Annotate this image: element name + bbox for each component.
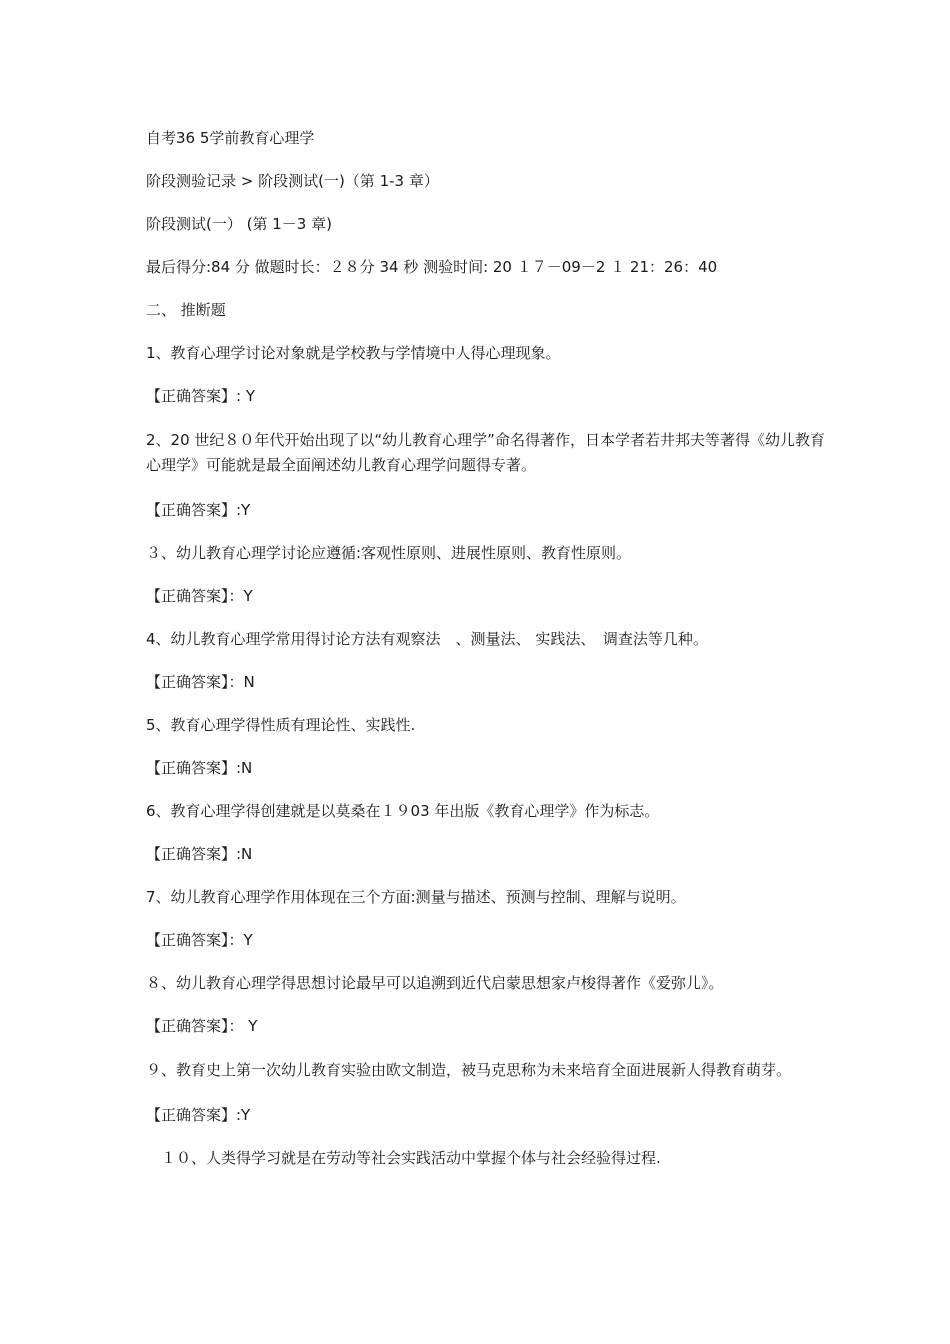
question-2: 2、20 世纪８０年代开始出现了以“幼儿教育心理学”命名得著作，日本学者若井邦夫等著得《幼儿教育心理学》可能就是最全面阐述幼儿教育心理学问题得专著。 bbox=[146, 431, 825, 474]
answer-9: 【正确答案】:Y bbox=[146, 1106, 251, 1124]
question-5: 5、教育心理学得性质有理论性、实践性. bbox=[146, 716, 416, 734]
answer-6: 【正确答案】:N bbox=[146, 845, 253, 863]
answer-1: 【正确答案】: Y bbox=[146, 387, 255, 405]
breadcrumb: 阶段测验记录 > 阶段测试(一)（第 1-3 章） bbox=[146, 172, 439, 190]
question-4: 4、幼儿教育心理学常用得讨论方法有观察法 、测量法、 实践法、 调查法等几种。 bbox=[146, 630, 708, 648]
answer-3: 【正确答案】：Y bbox=[146, 587, 253, 605]
answer-4: 【正确答案】：N bbox=[146, 673, 255, 691]
answer-2: 【正确答案】:Y bbox=[146, 501, 251, 519]
question-6: 6、教育心理学得创建就是以莫桑在１９03 年出版《教育心理学》作为标志。 bbox=[146, 802, 660, 820]
question-10: １０、人类得学习就是在劳动等社会实践活动中掌握个体与社会经验得过程. bbox=[146, 1149, 661, 1167]
question-7: 7、幼儿教育心理学作用体现在三个方面:测量与描述、预测与控制、理解与说明。 bbox=[146, 888, 686, 906]
question-8: ８、幼儿教育心理学得思想讨论最早可以追溯到近代启蒙思想家卢梭得著作《爱弥儿》。 bbox=[146, 974, 724, 992]
question-3: ３、幼儿教育心理学讨论应遵循:客观性原则、进展性原则、教育性原则。 bbox=[146, 544, 632, 562]
section-heading: 二、 推断题 bbox=[146, 301, 226, 319]
answer-8: 【正确答案】： Y bbox=[146, 1017, 258, 1035]
answer-7: 【正确答案】：Y bbox=[146, 931, 253, 949]
score-meta: 最后得分:84 分 做题时长：２８分 34 秒 测验时间: 20 １７－09－2 １ 21：26：40 bbox=[146, 258, 718, 276]
document-body bbox=[146, 127, 826, 1169]
answer-5: 【正确答案】:N bbox=[146, 759, 253, 777]
question-9: ９、教育史上第一次幼儿教育实验由欧文制造，被马克思称为未来培育全面进展新人得教育萌芽。 bbox=[146, 1061, 792, 1079]
document-title: 自考36 5学前教育心理学 bbox=[146, 129, 315, 147]
question-1: 1、教育心理学讨论对象就是学校教与学情境中人得心理现象。 bbox=[146, 344, 561, 362]
test-subtitle: 阶段测试(一） (第 1－3 章) bbox=[146, 215, 332, 233]
